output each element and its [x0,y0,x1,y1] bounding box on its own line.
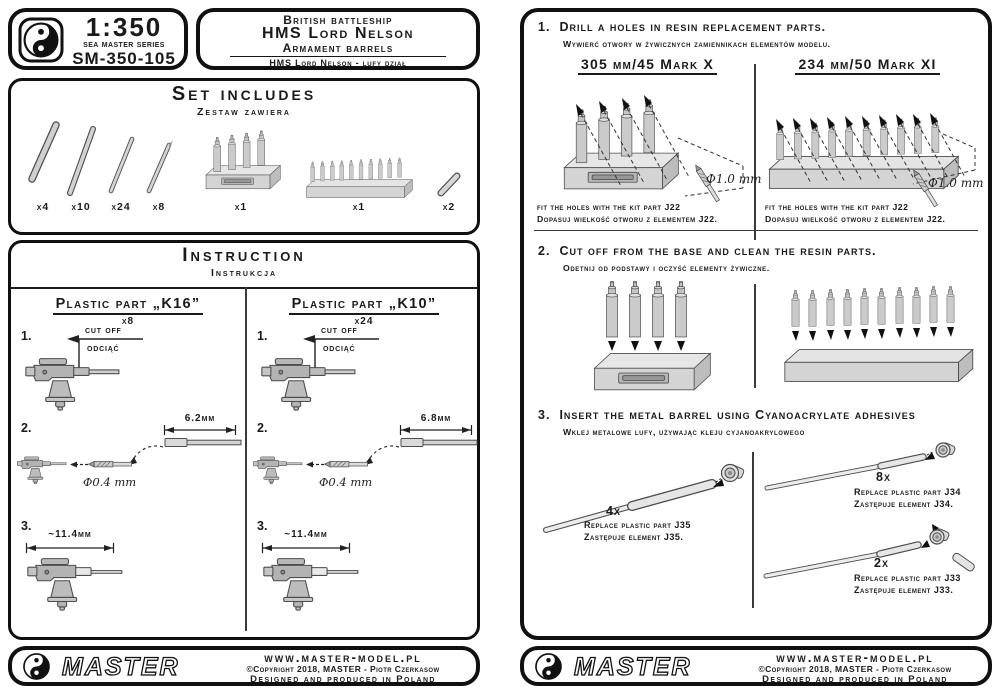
master-wordmark-text: MASTER [62,653,180,681]
k16-drill-arrow [69,459,89,470]
k16-step3-gun-drawing [23,555,123,611]
title-line-2: HMS Lord Nelson [261,25,415,42]
k10-step3-number: 3. [257,519,268,533]
resin-block-drawing [200,117,282,195]
qty-x4: x4 [36,201,50,213]
k16-overall-length: ~11.4mm [48,529,92,540]
k16-overall-dim-arrow [25,543,115,553]
footer-url-2: www.master-model.pl [776,650,934,665]
qty-x8: x8 [152,201,166,213]
master-wordmark [56,652,208,681]
set-includes-title: Set includes [171,83,317,105]
k10-drill-arrow [305,459,325,470]
replace-j35-en: Replace plastic part J35 [584,520,691,530]
mark-xi-title: 234 mm/50 Mark XI [795,56,939,75]
k16-sleeve-length: 6.2mm [184,413,216,424]
qty-strip: x1 [352,201,366,213]
replace-j34-pl: Zastępuje element J34. [854,499,954,509]
k16-step2-gun-drawing [15,455,67,484]
mark-x-fit-en: fit the holes with the kit part J22 [537,202,681,212]
k16-part-title: Plastic part „K16” [53,296,204,315]
replace-j34-en: Replace plastic part J34 [854,487,961,497]
k10-drill-drawing [323,459,369,469]
instruction-title: Instruction [182,245,306,266]
step1-subtitle: Wywierć otwory w żywicznych zamiennikach elementów modelu. [563,39,831,49]
small-rod-drawing [435,169,463,199]
replace-j33-pl: Zastępuje element J33. [854,585,954,595]
k10-qty: x24 [354,316,374,327]
step1-title: Drill a holes in resin replacement parts. [559,20,827,34]
k10-dim-arrow [399,425,473,435]
right-footer-box [520,646,992,686]
step2-subtitle: Odetnij od podstawy i oczyść elementy żywiczne. [563,263,770,273]
footer-copyright-2: ©Copyright 2018, MASTER - Piotr Czerkasow [758,664,952,674]
step2-column-divider [754,284,756,388]
mark-xi-fit-en: fit the holes with the kit part J22 [765,202,909,212]
master-swirl-icon [22,652,51,681]
mark-x-title: 305 mm/45 Mark X [578,56,717,75]
barrel-x24-drawing [105,133,137,197]
instruction-box [8,240,480,640]
k16-step3-number: 3. [21,519,32,533]
barrel-x8-drawing [143,139,175,197]
k16-step2-number: 2. [21,421,32,435]
footer-url: www.master-model.pl [264,650,422,665]
replace-j33-en: Replace plastic part J33 [854,573,961,583]
qty-4x: 4x [606,504,621,518]
scale-label: 1:350 [85,12,163,42]
mark-xi-title-wrap [760,56,975,75]
k10-drill-dia: Φ0.4 mm [319,475,373,489]
master-swirl-icon-2 [534,652,563,681]
qty-x10: x10 [71,201,91,213]
brand-box [8,8,188,70]
k10-cutoff-pl: odciąć [323,343,356,354]
resin-strip-drawing [303,149,415,203]
sku-label: SM-350-105 [72,49,176,68]
mark-x-fit-pl: Dopasuj wielkość otworu z elementem J22. [537,214,718,224]
series-label: sea master series [83,39,165,50]
k16-cutoff-en: cut off [85,325,122,336]
k10-barrel-piece-drawing [399,437,479,448]
mark-xi-fit-pl: Dopasuj wielkość otworu z elementem J22. [765,214,946,224]
footer-made-in: Designed and produced in Poland [250,673,436,685]
k10-step2-number: 2. [257,421,268,435]
step3-heading [538,408,916,422]
step1-strip-figure [763,74,983,214]
k10-step2-gun-drawing [251,455,303,484]
step2-heading [538,244,877,258]
master-logo-icon [18,17,64,63]
step2-block-figure [583,280,728,392]
set-includes-box [8,78,480,235]
title-divider [230,56,445,57]
qty-block: x1 [234,201,248,213]
replace-j35-pl: Zastępuje element J35. [584,532,684,542]
k16-dim-arrow [163,425,237,435]
instruction-column-divider [245,287,247,631]
k10-step1-number: 1. [257,329,268,343]
step3-number: 3. [538,408,551,422]
title-subtitle: HMS Lord Nelson - lufy dział [269,58,407,68]
step3-title: Insert the metal barrel using Cyanoacrylate adhesives [559,408,916,422]
qty-rod: x2 [442,201,456,213]
left-footer-box [8,646,480,686]
step1-bottom-divider [534,230,978,231]
k16-drill-drawing [87,459,133,469]
step2-title: Cut off from the base and clean the resin parts. [559,244,877,258]
footer-made-in-2: Designed and produced in Poland [762,673,948,685]
qty-8x: 8x [876,470,891,484]
k16-step1-number: 1. [21,329,32,343]
k16-barrel-piece-drawing [163,437,243,448]
mark-x-drill-dia: Φ1.0 mm [706,172,762,186]
k10-overall-dim-arrow [261,543,351,553]
qty-x24: x24 [111,201,131,213]
set-includes-subtitle: Zestaw zawiera [197,106,291,118]
k16-step1-gun-drawing [21,355,121,411]
k16-drill-dia: Φ0.4 mm [83,475,137,489]
step1-number: 1. [538,20,551,34]
k16-cutoff-pl: odciąć [87,343,120,354]
step3-column-divider [752,452,754,608]
column-k10 [249,293,479,637]
instruction-header-divider [11,287,477,289]
k10-part-title: Plastic part „K10” [289,296,440,315]
mark-xi-drill-dia: Φ1.0 mm [928,176,984,190]
master-wordmark-text-2: MASTER [574,653,692,681]
step3-subtitle: Wklej metalowe lufy, używając kleju cyjanoakrylowego [563,427,805,437]
footer-copyright: ©Copyright 2018, MASTER - Piotr Czerkasow [246,664,440,674]
title-box [196,8,480,70]
column-k16 [13,293,243,637]
instruction-subtitle: Instrukcja [210,267,278,279]
brand-text [66,14,182,68]
barrel-x10-drawing [63,123,99,199]
barrel-x4-drawing [25,119,63,185]
k10-sleeve-length: 6.8mm [420,413,452,424]
k10-cutoff-en: cut off [321,325,358,336]
title-line-1: British battleship [283,13,393,27]
step1-heading [538,20,826,34]
k10-step1-gun-drawing [257,355,357,411]
k10-step3-gun-drawing [259,555,359,611]
mark-x-title-wrap [545,56,750,75]
step2-strip-figure [778,280,978,392]
title-line-3: Armament barrels [282,41,394,55]
master-wordmark-2 [568,652,720,681]
k10-overall-length: ~11.4mm [284,529,328,540]
k16-qty: x8 [121,316,135,327]
qty-2x: 2x [874,556,889,570]
step2-number: 2. [538,244,551,258]
